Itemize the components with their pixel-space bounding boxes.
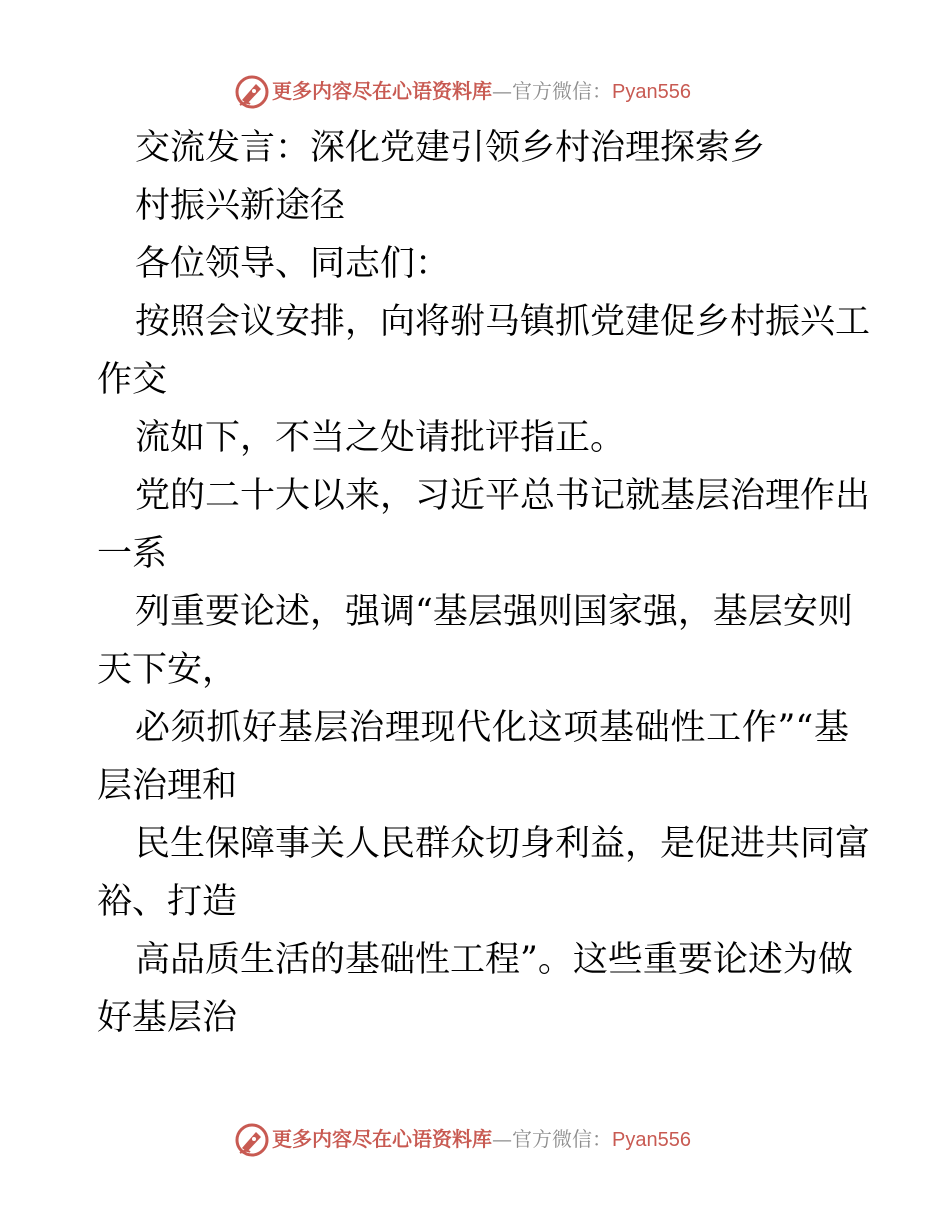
- body-line: 按照会议安排，向将驸马镇抓党建促乡村振兴工: [135, 302, 871, 342]
- watermark-wechat-id: Pyan556: [612, 81, 691, 103]
- body-line: 裕、打造: [97, 882, 238, 922]
- watermark-site-name: 更多内容尽在心语资料库: [272, 1127, 492, 1151]
- watermark-wechat-id: Pyan556: [612, 1129, 691, 1151]
- header-watermark: [0, 70, 950, 114]
- body-line: 高品质生活的基础性工程”。这些重要论述为做: [135, 940, 853, 980]
- body-line: 好基层治: [97, 998, 238, 1038]
- body-line: 层治理和: [97, 766, 238, 806]
- body-line: 作交: [97, 360, 168, 400]
- body-line: 民生保障事关人民群众切身利益，是促进共同富: [135, 824, 871, 864]
- pen-nib-logo-icon: [234, 1122, 270, 1158]
- watermark-text: [272, 1127, 691, 1152]
- body-line: 天下安，: [97, 650, 238, 690]
- title-line-1: 交流发言：深化党建引领乡村治理探索乡: [135, 128, 766, 168]
- body-line: 党的二十大以来，习近平总书记就基层治理作出: [135, 476, 871, 516]
- watermark-wechat-label: 官方微信：: [512, 1127, 612, 1151]
- salutation: 各位领导、同志们：: [135, 244, 451, 284]
- watermark-dash: —: [492, 79, 512, 103]
- title-line-2: 村振兴新途径: [135, 186, 346, 226]
- watermark-site-name: 更多内容尽在心语资料库: [272, 79, 492, 103]
- watermark-dash: —: [492, 1127, 512, 1151]
- watermark-text: [272, 79, 691, 104]
- body-line: 必须抓好基层治理现代化这项基础性工作”“基: [135, 708, 849, 748]
- body-line: 列重要论述，强调“基层强则国家强，基层安则: [135, 592, 853, 632]
- body-line: 流如下，不当之处请批评指正。: [135, 418, 626, 458]
- footer-watermark: [0, 1118, 950, 1162]
- watermark-wechat-label: 官方微信：: [512, 79, 612, 103]
- pen-nib-logo-icon: [234, 74, 270, 110]
- body-line: 一系: [97, 534, 168, 574]
